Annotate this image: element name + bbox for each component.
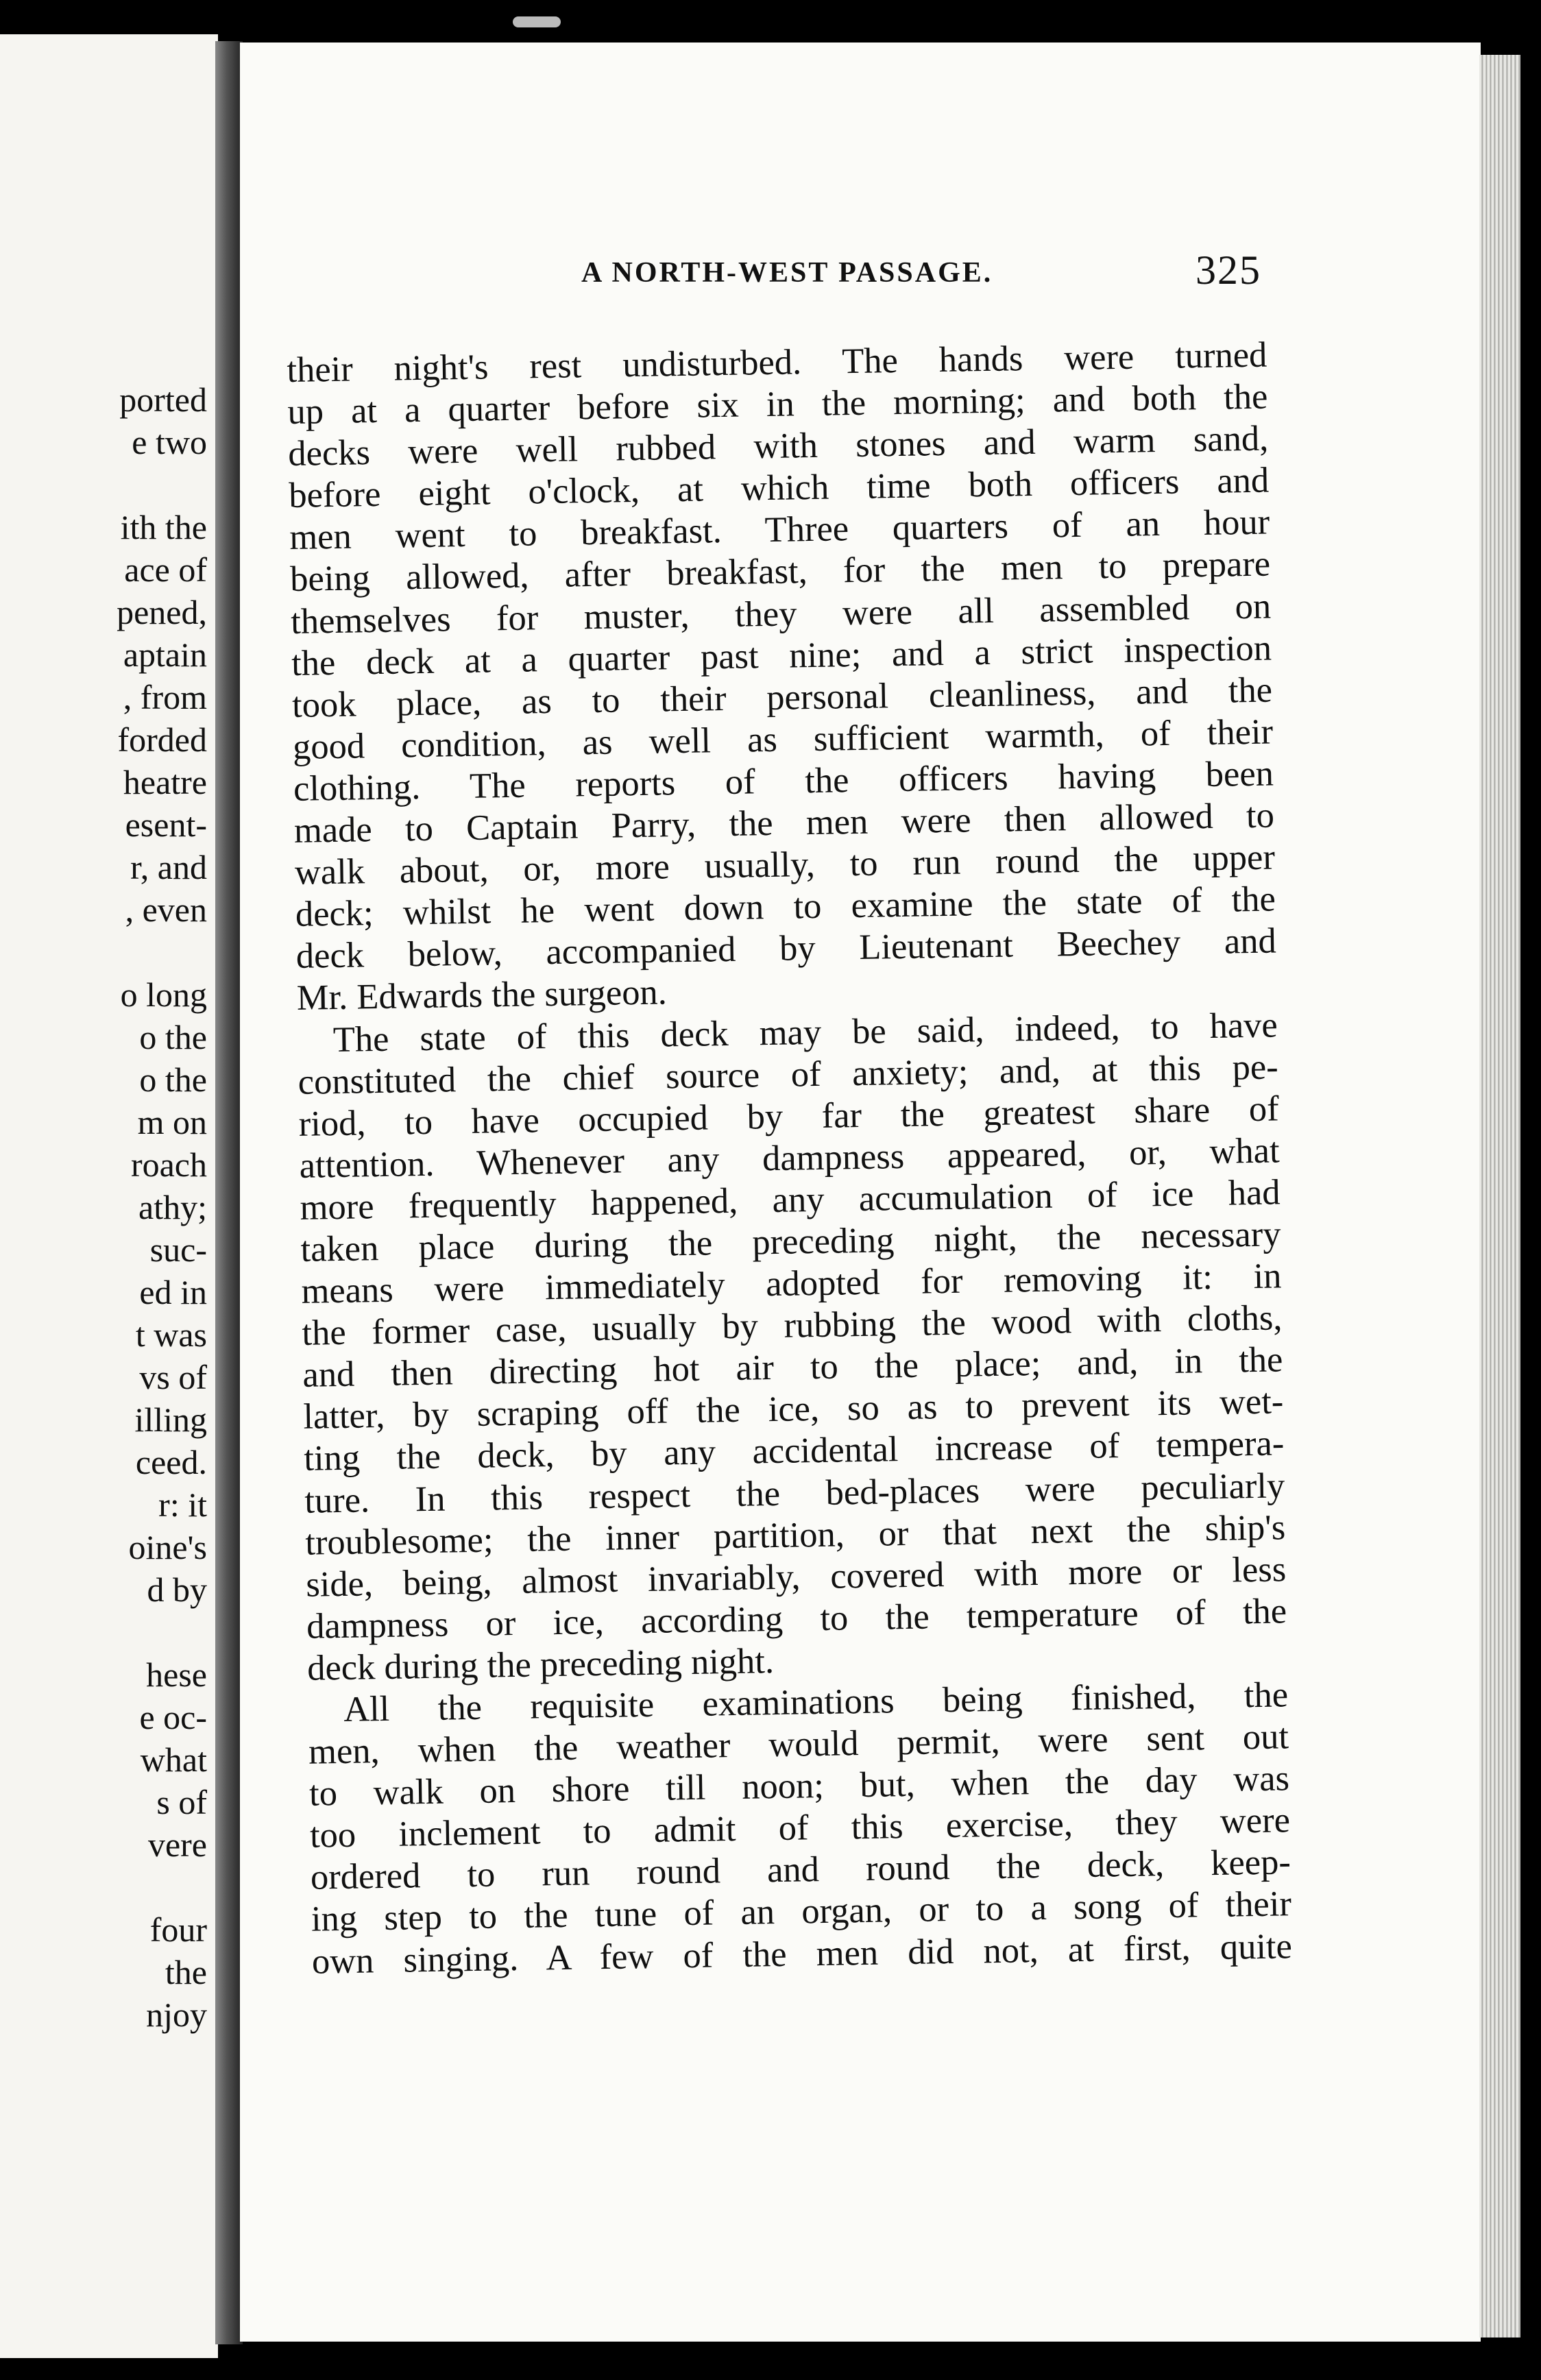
previous-page-line [117, 463, 207, 506]
previous-page-line: ported [119, 380, 207, 419]
previous-page [0, 34, 218, 2358]
previous-page-line: m on [137, 1103, 207, 1141]
text-line: attention. Whenever any dampness appeared, or, what [299, 1130, 1280, 1186]
text-line: men, when the weather would permit, were sent out [308, 1716, 1289, 1772]
previous-page-line [117, 1611, 207, 1653]
text-line: All the requisite examinations being finished, the [343, 1675, 1289, 1729]
page-edges [1479, 55, 1520, 2338]
previous-page-line: r, and [130, 848, 207, 886]
text-line: walk about, or, more usually, to run round the upper [294, 837, 1276, 893]
previous-page-line: four [149, 1910, 207, 1949]
previous-page-line: what [140, 1740, 207, 1779]
text-line: dampness or ice, according to the temperature of the [306, 1591, 1287, 1647]
text-line: themselves for muster, they were all assembled on [290, 586, 1272, 642]
text-line: clothing. The reports of the officers having been [293, 753, 1274, 809]
scan-smudge [513, 16, 561, 27]
text-line: taken place during the preceding night, the necessary [300, 1214, 1281, 1270]
text-line: their night's rest undisturbed. The hands were turned [287, 335, 1267, 390]
running-head: A NORTH-WEST PASSAGE. [581, 257, 993, 289]
previous-page-line: d by [147, 1570, 207, 1609]
text-line: ting the deck, by any accidental increase of tempera- [303, 1423, 1285, 1479]
previous-page-line: , from [123, 678, 207, 716]
previous-page-line: the [165, 1953, 207, 1991]
text-line: troublesome; the inner partition, or that next the ship's [304, 1507, 1286, 1563]
previous-page-line: esent- [125, 805, 207, 844]
previous-page-line: aptain [123, 635, 207, 674]
previous-page-line: njoy [146, 1995, 207, 2034]
previous-page-line: ace of [124, 550, 207, 589]
text-line: took place, as to their personal cleanliness, and the [291, 670, 1273, 725]
body-text [287, 335, 1292, 1983]
previous-page-line: , even [125, 890, 207, 929]
text-line: decks were well rubbed with stones and warm sand, [287, 418, 1269, 474]
text-line: latter, by scraping off the ice, so as to prevent its wet- [303, 1381, 1284, 1437]
previous-page-line [117, 1866, 207, 1908]
text-line: the former case, usually by rubbing the wood with cloths, [302, 1298, 1283, 1353]
text-line: up at a quarter before six in the morning; and both the [287, 376, 1268, 433]
previous-page-line: e oc- [139, 1698, 207, 1736]
previous-page-line: hese [146, 1655, 207, 1694]
text-line: ordered to run round and round the deck, keep- [310, 1842, 1291, 1898]
page-header [315, 247, 1261, 302]
previous-page-text [117, 378, 207, 2036]
page-number: 325 [1196, 247, 1261, 293]
text-line: Mr. Edwards the surgeon. [296, 972, 668, 1019]
previous-page-line: s of [156, 1783, 207, 1821]
text-line: deck below, accompanied by Lieutenant Beechey and [295, 921, 1277, 977]
text-line: being allowed, after breakfast, for the men to prepare [289, 544, 1271, 600]
previous-page-line: o the [139, 1018, 207, 1056]
text-line: ing step to the tune of an organ, or to a song of their [311, 1884, 1292, 1940]
text-line: side, being, almost invariably, covered with more or less [305, 1549, 1287, 1605]
text-line: ture. In this respect the bed-places were peculiarly [304, 1465, 1285, 1521]
text-line: made to Captain Parry, the men were then allowed to [293, 795, 1275, 851]
text-line: deck; whilst he went down to examine the state of the [295, 879, 1276, 935]
previous-page-line: ed in [139, 1273, 207, 1311]
previous-page-line: oine's [128, 1528, 207, 1566]
previous-page-line: e two [132, 423, 207, 461]
previous-page-line: athy; [138, 1188, 207, 1226]
previous-page-line: heatre [123, 763, 207, 801]
previous-page-line: suc- [149, 1230, 207, 1269]
text-line: constituted the chief source of anxiety; and, at this pe- [298, 1047, 1279, 1102]
previous-page-line [117, 931, 207, 973]
text-line: the deck at a quarter past nine; and a strict inspection [291, 628, 1272, 683]
previous-page-line: illing [134, 1400, 207, 1439]
text-line: deck during the preceding night. [306, 1640, 775, 1688]
text-line: means were immediately adopted for removing it: in [301, 1256, 1282, 1311]
previous-page-line: ith the [120, 508, 207, 546]
previous-page-line: o the [139, 1060, 207, 1099]
text-line: riod, to have occupied by far the greatest share of [298, 1089, 1280, 1144]
previous-page-line: pened, [117, 593, 207, 631]
previous-page-line: ceed. [135, 1443, 207, 1481]
previous-page-line: vere [147, 1825, 207, 1864]
text-line: to walk on shore till noon; but, when the day was [308, 1758, 1290, 1814]
previous-page-line: o long [120, 975, 207, 1014]
text-line: and then directing hot air to the place; and, in the [302, 1339, 1283, 1396]
previous-page-line: forded [117, 720, 207, 759]
text-line: The state of this deck may be said, indeed, to have [332, 1004, 1278, 1060]
text-line: too inclement to admit of this exercise, they were [309, 1800, 1291, 1856]
text-line: good condition, as well as sufficient warmth, of their [292, 712, 1274, 767]
previous-page-line: t was [135, 1315, 207, 1354]
text-line: own singing. A few of the men did not, at first, quite [311, 1926, 1293, 1982]
text-line: men went to breakfast. Three quarters of an hour [289, 502, 1270, 558]
previous-page-line: r: it [158, 1485, 207, 1524]
text-line: before eight o'clock, at which time both officers and [288, 460, 1270, 516]
previous-page-line: roach [130, 1145, 207, 1184]
book-gutter [215, 41, 243, 2344]
previous-page-line: vs of [139, 1358, 207, 1396]
text-line: more frequently happened, any accumulation of ice had [300, 1172, 1281, 1228]
